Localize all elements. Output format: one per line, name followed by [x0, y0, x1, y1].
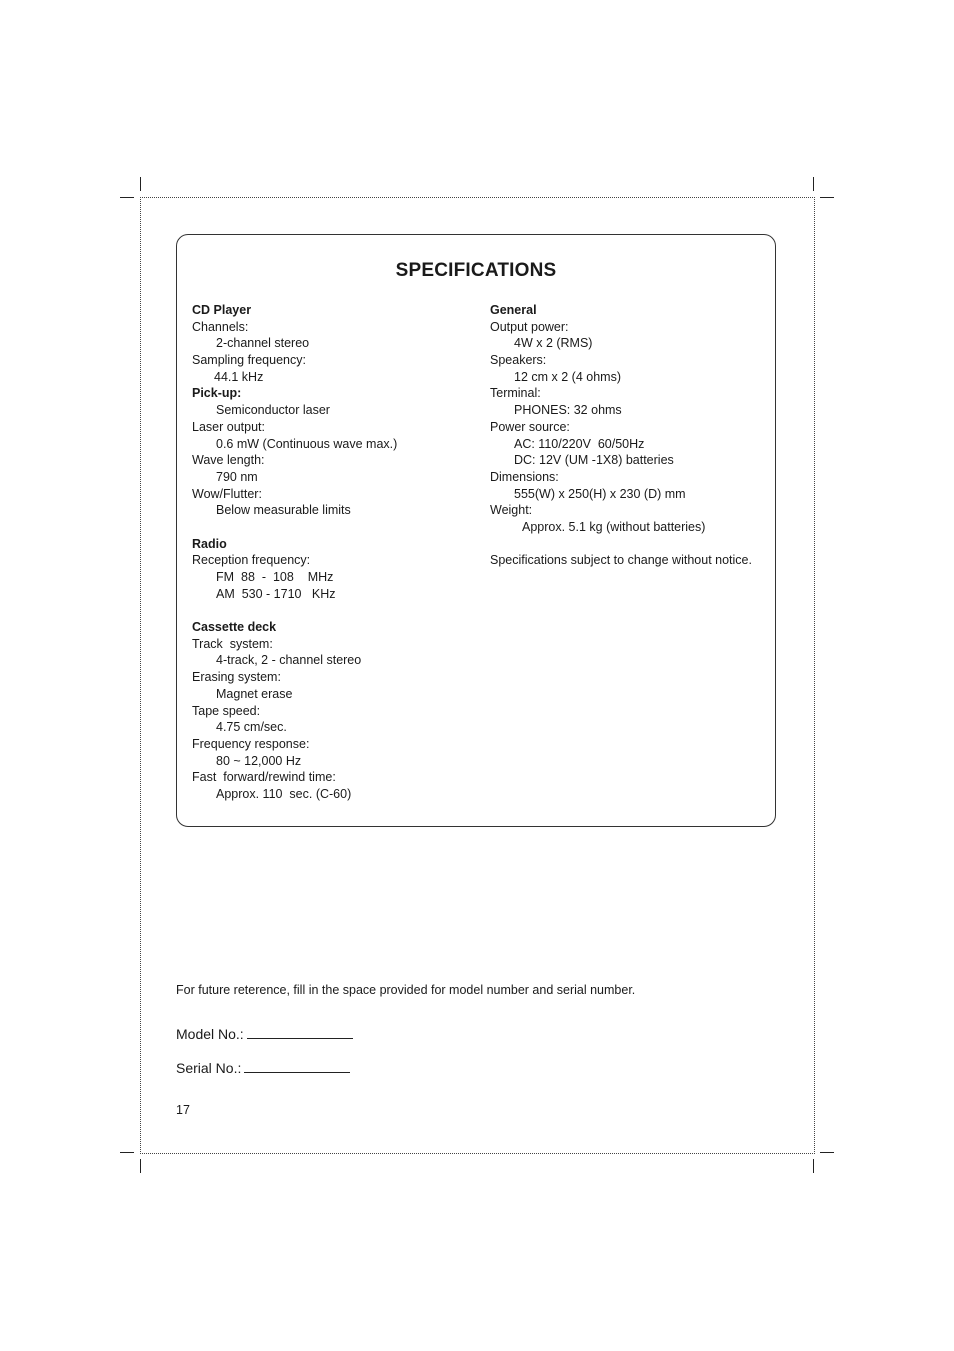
radio-heading: Radio	[192, 536, 227, 551]
spec-value: AM 530 - 1710 KHz	[216, 586, 336, 601]
spec-label: Output power:	[490, 319, 569, 334]
left-spec-column	[192, 302, 472, 803]
spec-value: Below measurable limits	[216, 503, 351, 518]
spec-value: 555(W) x 250(H) x 230 (D) mm	[514, 486, 686, 501]
model-number-field	[176, 1024, 353, 1042]
spec-label: Terminal:	[490, 386, 541, 401]
spec-label: Power source:	[490, 419, 570, 434]
crop-mark	[813, 1159, 814, 1173]
spec-value: Approx. 5.1 kg (without batteries)	[522, 519, 706, 534]
spec-label: Track system:	[192, 636, 273, 651]
spec-value: 0.6 mW (Continuous wave max.)	[216, 436, 398, 451]
spec-label: Channels:	[192, 319, 249, 334]
page-title: SPECIFICATIONS	[395, 260, 557, 281]
spec-value: DC: 12V (UM -1X8) batteries	[514, 453, 674, 468]
serial-number-label: Serial No.:	[176, 1060, 242, 1076]
spec-value: FM 88 - 108 MHz	[216, 570, 334, 584]
spec-value: Magnet erase	[216, 686, 293, 701]
crop-mark	[820, 197, 834, 198]
spec-label: Reception frequency:	[192, 553, 311, 568]
reference-note: For future reterence, fill in the space provided for model number and serial number.	[176, 983, 636, 997]
model-number-blank	[247, 1024, 353, 1039]
spec-value: 4W x 2 (RMS)	[514, 336, 593, 351]
spec-value: 44.1 kHz	[214, 369, 264, 384]
model-number-label: Model No.:	[176, 1026, 244, 1042]
crop-mark	[140, 1159, 141, 1173]
spec-value: 80 ~ 12,000 Hz	[216, 753, 302, 768]
spec-value: PHONES: 32 ohms	[514, 403, 622, 418]
crop-mark	[820, 1152, 834, 1153]
spec-label: Fast forward/rewind time:	[192, 770, 336, 785]
spec-label: Weight:	[490, 503, 533, 518]
spec-label: Frequency response:	[192, 736, 310, 751]
spec-value: 790 nm	[216, 469, 258, 484]
spec-value: 4-track, 2 - channel stereo	[216, 653, 362, 668]
spec-label: Erasing system:	[192, 670, 281, 685]
spec-value: Approx. 110 sec. (C-60)	[216, 786, 352, 801]
right-spec-column	[490, 302, 770, 569]
spec-label: Laser output:	[192, 419, 265, 434]
cd-player-heading: CD Player	[192, 303, 252, 317]
spec-value: AC: 110/220V 60/50Hz	[514, 436, 645, 451]
crop-mark	[120, 1152, 134, 1153]
serial-number-blank	[244, 1058, 350, 1073]
spec-label: Wave length:	[192, 453, 265, 468]
spec-label: Pick-up:	[192, 386, 242, 401]
serial-number-field	[176, 1058, 350, 1076]
page-number: 17	[176, 1103, 190, 1117]
crop-mark	[813, 177, 814, 191]
cassette-deck-heading: Cassette deck	[192, 620, 277, 635]
spec-value: 4.75 cm/sec.	[216, 720, 287, 735]
spec-label: Dimensions:	[490, 469, 559, 484]
crop-mark	[140, 177, 141, 191]
spec-value: 2-channel stereo	[216, 336, 310, 351]
spec-value: Semiconductor laser	[216, 403, 330, 418]
spec-label: Speakers:	[490, 353, 547, 368]
spec-value: 12 cm x 2 (4 ohms)	[514, 369, 621, 384]
spec-label: Sampling frequency:	[192, 353, 306, 368]
crop-mark	[120, 197, 134, 198]
spec-label: Wow/Flutter:	[192, 486, 262, 501]
change-notice: Specifications subject to change without notice.	[490, 553, 752, 568]
general-heading: General	[490, 303, 537, 317]
spec-label: Tape speed:	[192, 703, 261, 718]
